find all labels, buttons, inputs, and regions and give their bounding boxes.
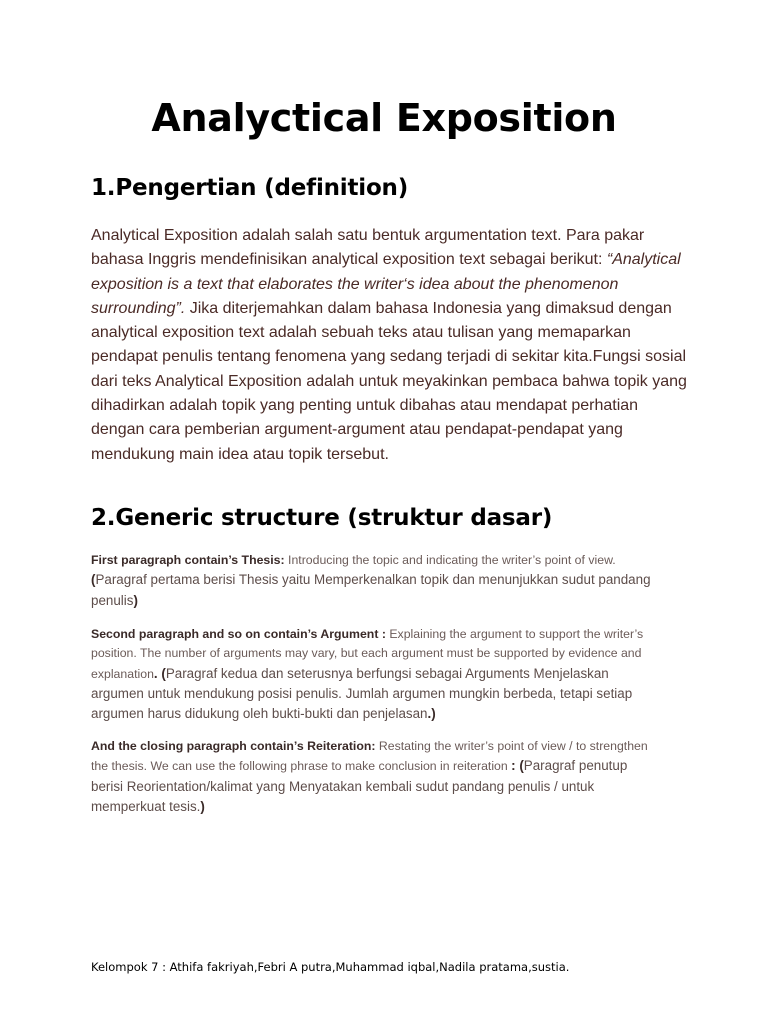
definition-text-rest: Jika diterjemahkan dalam bahasa Indonesia yang dimaksud dengan analytical exposition text adalah sebuah teks atau tulisan yang memaparkan pendapat penulis tentang fenomena yang sedang terjadi di sekitar kita.Fungsi sosial dari teks Analytical Exposition adalah untuk meyakinkan pembaca bahwa topik yang dihadirkan adalah topik yang penting untuk dibahas atau mendapat perhatian dengan cara pemberian argument-argument atau pendapat-pendapat yang mendukung main idea atau topik tersebut. <box>91 299 687 463</box>
thesis-close: ) <box>133 592 138 608</box>
definition-quote: “Analytical exposition is a text that elaborates the writer‘s idea about the phenomenon surrounding”. <box>91 251 681 317</box>
argument-paragraph <box>91 625 656 724</box>
reiteration-indonesian: Paragraf penutup berisi Reorientation/kalimat yang Menyatakan kembali sudut pandang penulis / untuk memperkuat tesis. <box>91 758 628 814</box>
reiteration-paragraph <box>91 737 656 817</box>
argument-indonesian: Paragraf kedua dan seterusnya berfungsi sebagai Arguments Menjelaskan argumen untuk mendukung posisi penulis. Jumlah argumen mungkin berbeda, tetapi setiap argumen harus didukung oleh bukti-bukti dan penjelasan <box>91 665 633 722</box>
thesis-english: Introducing the topic and indicating the writer’s point of view. <box>284 553 616 567</box>
thesis-paragraph <box>91 551 656 611</box>
argument-english: Explaining the argument to support the writer’s position. The number of arguments may vary, but each argument must be supported by evidence and explanation <box>91 627 644 681</box>
reiteration-open: : ( <box>511 758 524 774</box>
definition-paragraph <box>91 224 691 467</box>
section-heading-definition: 1.Pengertian (definition) <box>91 175 409 201</box>
document-title: Analyctical Exposition <box>151 96 617 140</box>
reiteration-english: Restating the writer’s point of view / to strengthen the thesis. We can use the following phrase to make conclusion in reiteration <box>91 739 648 774</box>
thesis-indonesian: Paragraf pertama berisi Thesis yaitu Memperkenalkan topik dan menunjukkan sudut pandang penulis <box>91 572 651 608</box>
argument-open: . ( <box>153 665 166 681</box>
section-heading-generic-structure: 2.Generic structure (struktur dasar) <box>91 505 553 531</box>
thesis-open: ( <box>91 572 96 588</box>
group-members-footer: Kelompok 7 : Athifa fakriyah,Febri A putra,Muhammad iqbal,Nadila pratama,sustia. <box>91 960 570 974</box>
thesis-label: First paragraph contain’s Thesis: <box>91 553 285 567</box>
reiteration-close: ) <box>200 798 205 814</box>
argument-label: Second paragraph and so on contain’s Argument : <box>91 627 386 641</box>
definition-text-intro: Analytical Exposition adalah salah satu bentuk argumentation text. Para pakar bahasa Inggris mendefinisikan analytical exposition text sebagai berikut: <box>91 227 645 269</box>
argument-close: .) <box>427 706 436 722</box>
reiteration-label: And the closing paragraph contain’s Reiteration: <box>91 739 376 753</box>
